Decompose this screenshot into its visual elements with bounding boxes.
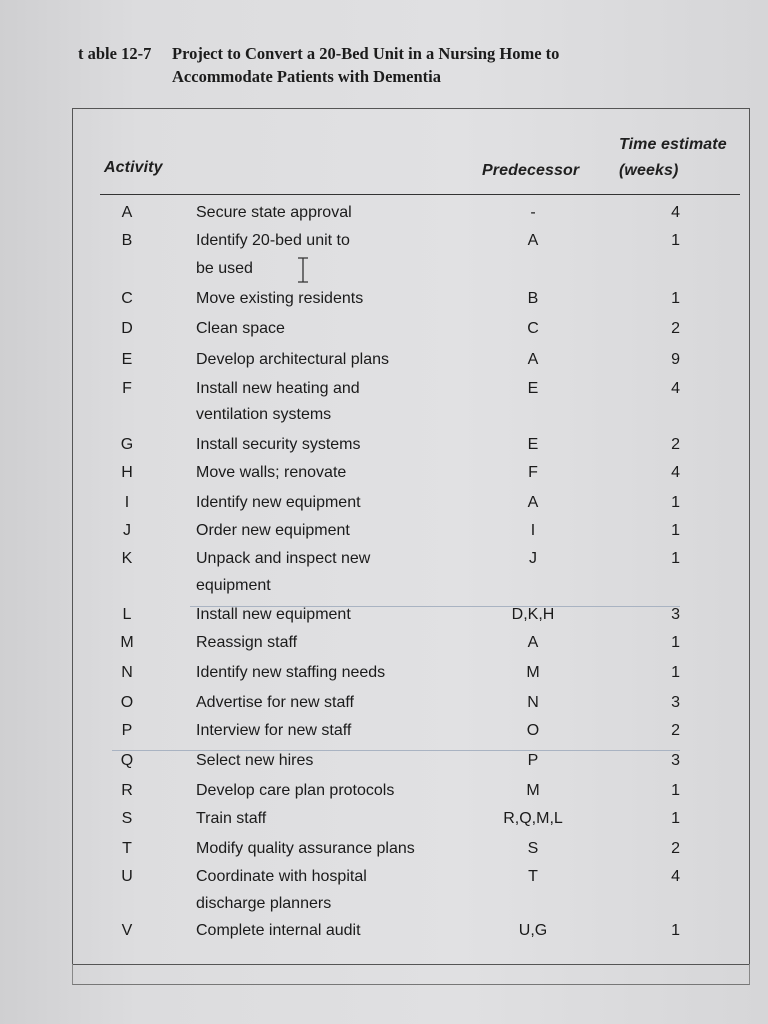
activity-letter: M bbox=[120, 634, 134, 651]
table-number: t able 12-7 bbox=[78, 44, 152, 63]
activity-description: Interview for new staff bbox=[196, 722, 352, 739]
activity-time-estimate: 4 bbox=[671, 204, 680, 221]
activity-description: Unpack and inspect new bbox=[196, 550, 371, 567]
activity-time-estimate: 1 bbox=[671, 494, 680, 511]
activity-letter: T bbox=[122, 840, 132, 857]
activity-description: Develop architectural plans bbox=[196, 351, 389, 368]
activity-time-estimate: 1 bbox=[671, 922, 680, 939]
activity-time-estimate: 1 bbox=[671, 550, 680, 567]
activity-time-estimate: 1 bbox=[671, 290, 680, 307]
text-cursor-icon bbox=[296, 256, 310, 284]
activity-time-estimate: 1 bbox=[671, 232, 680, 249]
activity-predecessor: B bbox=[527, 290, 539, 307]
activity-predecessor: U,G bbox=[518, 922, 548, 939]
table-frame-shadow bbox=[72, 964, 750, 985]
activity-time-estimate: 2 bbox=[671, 840, 680, 857]
activity-time-estimate: 3 bbox=[671, 606, 680, 623]
activity-time-estimate: 2 bbox=[671, 320, 680, 337]
activity-time-estimate: 9 bbox=[671, 351, 680, 368]
activity-letter: P bbox=[121, 722, 133, 739]
activity-letter: H bbox=[121, 464, 133, 481]
activity-description-continued: ventilation systems bbox=[196, 406, 332, 423]
activity-description: Install new equipment bbox=[196, 606, 351, 623]
activity-predecessor: I bbox=[530, 522, 536, 539]
activity-description: Move walls; renovate bbox=[196, 464, 347, 481]
activity-description: Advertise for new staff bbox=[196, 694, 354, 711]
activity-description: Develop care plan protocols bbox=[196, 782, 395, 799]
activity-description: Identify 20-bed unit to bbox=[196, 232, 350, 249]
activity-predecessor: D,K,H bbox=[511, 606, 555, 623]
activity-predecessor: M bbox=[526, 782, 540, 799]
activity-time-estimate: 4 bbox=[671, 380, 680, 397]
activity-time-estimate: 4 bbox=[671, 464, 680, 481]
activity-time-estimate: 1 bbox=[671, 634, 680, 651]
activity-letter: U bbox=[121, 868, 133, 885]
activity-letter: N bbox=[121, 664, 133, 681]
activity-letter: Q bbox=[120, 752, 134, 769]
activity-predecessor: R,Q,M,L bbox=[503, 810, 563, 827]
faint-divider bbox=[112, 750, 680, 751]
activity-letter: O bbox=[120, 694, 134, 711]
activity-description-continued: be used bbox=[196, 260, 253, 277]
activity-predecessor: N bbox=[527, 694, 539, 711]
activity-letter: D bbox=[121, 320, 133, 337]
activity-predecessor: E bbox=[527, 436, 539, 453]
activity-description: Identify new equipment bbox=[196, 494, 361, 511]
table-title-line-2: Accommodate Patients with Dementia bbox=[172, 67, 441, 86]
activity-letter: E bbox=[121, 351, 133, 368]
activity-letter: V bbox=[121, 922, 133, 939]
activity-predecessor: A bbox=[527, 494, 539, 511]
activity-letter: F bbox=[122, 380, 132, 397]
activity-letter: S bbox=[121, 810, 133, 827]
activity-description: Install security systems bbox=[196, 436, 361, 453]
activity-predecessor: A bbox=[527, 634, 539, 651]
header-activity: Activity bbox=[104, 159, 163, 176]
activity-description: Train staff bbox=[196, 810, 267, 827]
activity-description: Modify quality assurance plans bbox=[196, 840, 415, 857]
activity-letter: K bbox=[121, 550, 133, 567]
table-caption bbox=[78, 42, 638, 88]
activity-time-estimate: 4 bbox=[671, 868, 680, 885]
activity-time-estimate: 2 bbox=[671, 722, 680, 739]
activity-description: Complete internal audit bbox=[196, 922, 361, 939]
activity-predecessor: - bbox=[530, 204, 536, 221]
activity-letter: R bbox=[121, 782, 133, 799]
header-time-estimate: Time estimate bbox=[619, 136, 727, 153]
activity-time-estimate: 1 bbox=[671, 782, 680, 799]
activity-predecessor: O bbox=[526, 722, 540, 739]
activity-predecessor: E bbox=[527, 380, 539, 397]
header-rule bbox=[100, 194, 740, 195]
activity-predecessor: J bbox=[529, 550, 537, 567]
activity-letter: A bbox=[121, 204, 133, 221]
activity-predecessor: T bbox=[528, 868, 538, 885]
activity-predecessor: A bbox=[527, 351, 539, 368]
activity-description: Secure state approval bbox=[196, 204, 352, 221]
activity-predecessor: M bbox=[526, 664, 540, 681]
header-predecessor: Predecessor bbox=[482, 162, 580, 179]
activity-description: Select new hires bbox=[196, 752, 314, 769]
activity-letter: L bbox=[122, 606, 132, 623]
header-time-unit: (weeks) bbox=[619, 162, 679, 179]
activity-letter: J bbox=[123, 522, 131, 539]
activity-description: Reassign staff bbox=[196, 634, 298, 651]
activity-predecessor: P bbox=[527, 752, 539, 769]
activity-predecessor: C bbox=[527, 320, 539, 337]
activity-description: Move existing residents bbox=[196, 290, 364, 307]
activity-time-estimate: 3 bbox=[671, 694, 680, 711]
activity-letter: C bbox=[121, 290, 133, 307]
activity-description: Order new equipment bbox=[196, 522, 350, 539]
activity-description: Clean space bbox=[196, 320, 285, 337]
activity-letter: G bbox=[120, 436, 134, 453]
activity-time-estimate: 2 bbox=[671, 436, 680, 453]
activity-description: Identify new staffing needs bbox=[196, 664, 386, 681]
activity-predecessor: F bbox=[528, 464, 538, 481]
activity-description: Coordinate with hospital bbox=[196, 868, 367, 885]
activity-time-estimate: 1 bbox=[671, 810, 680, 827]
activity-letter: B bbox=[121, 232, 133, 249]
activity-predecessor: S bbox=[527, 840, 539, 857]
activity-description-continued: discharge planners bbox=[196, 895, 332, 912]
activity-time-estimate: 1 bbox=[671, 522, 680, 539]
activity-letter: I bbox=[124, 494, 130, 511]
activity-description: Install new heating and bbox=[196, 380, 360, 397]
activity-time-estimate: 3 bbox=[671, 752, 680, 769]
activity-description-continued: equipment bbox=[196, 577, 271, 594]
table-title-line-1: Project to Convert a 20-Bed Unit in a Nursing Home to bbox=[172, 44, 560, 63]
activity-predecessor: A bbox=[527, 232, 539, 249]
activity-time-estimate: 1 bbox=[671, 664, 680, 681]
